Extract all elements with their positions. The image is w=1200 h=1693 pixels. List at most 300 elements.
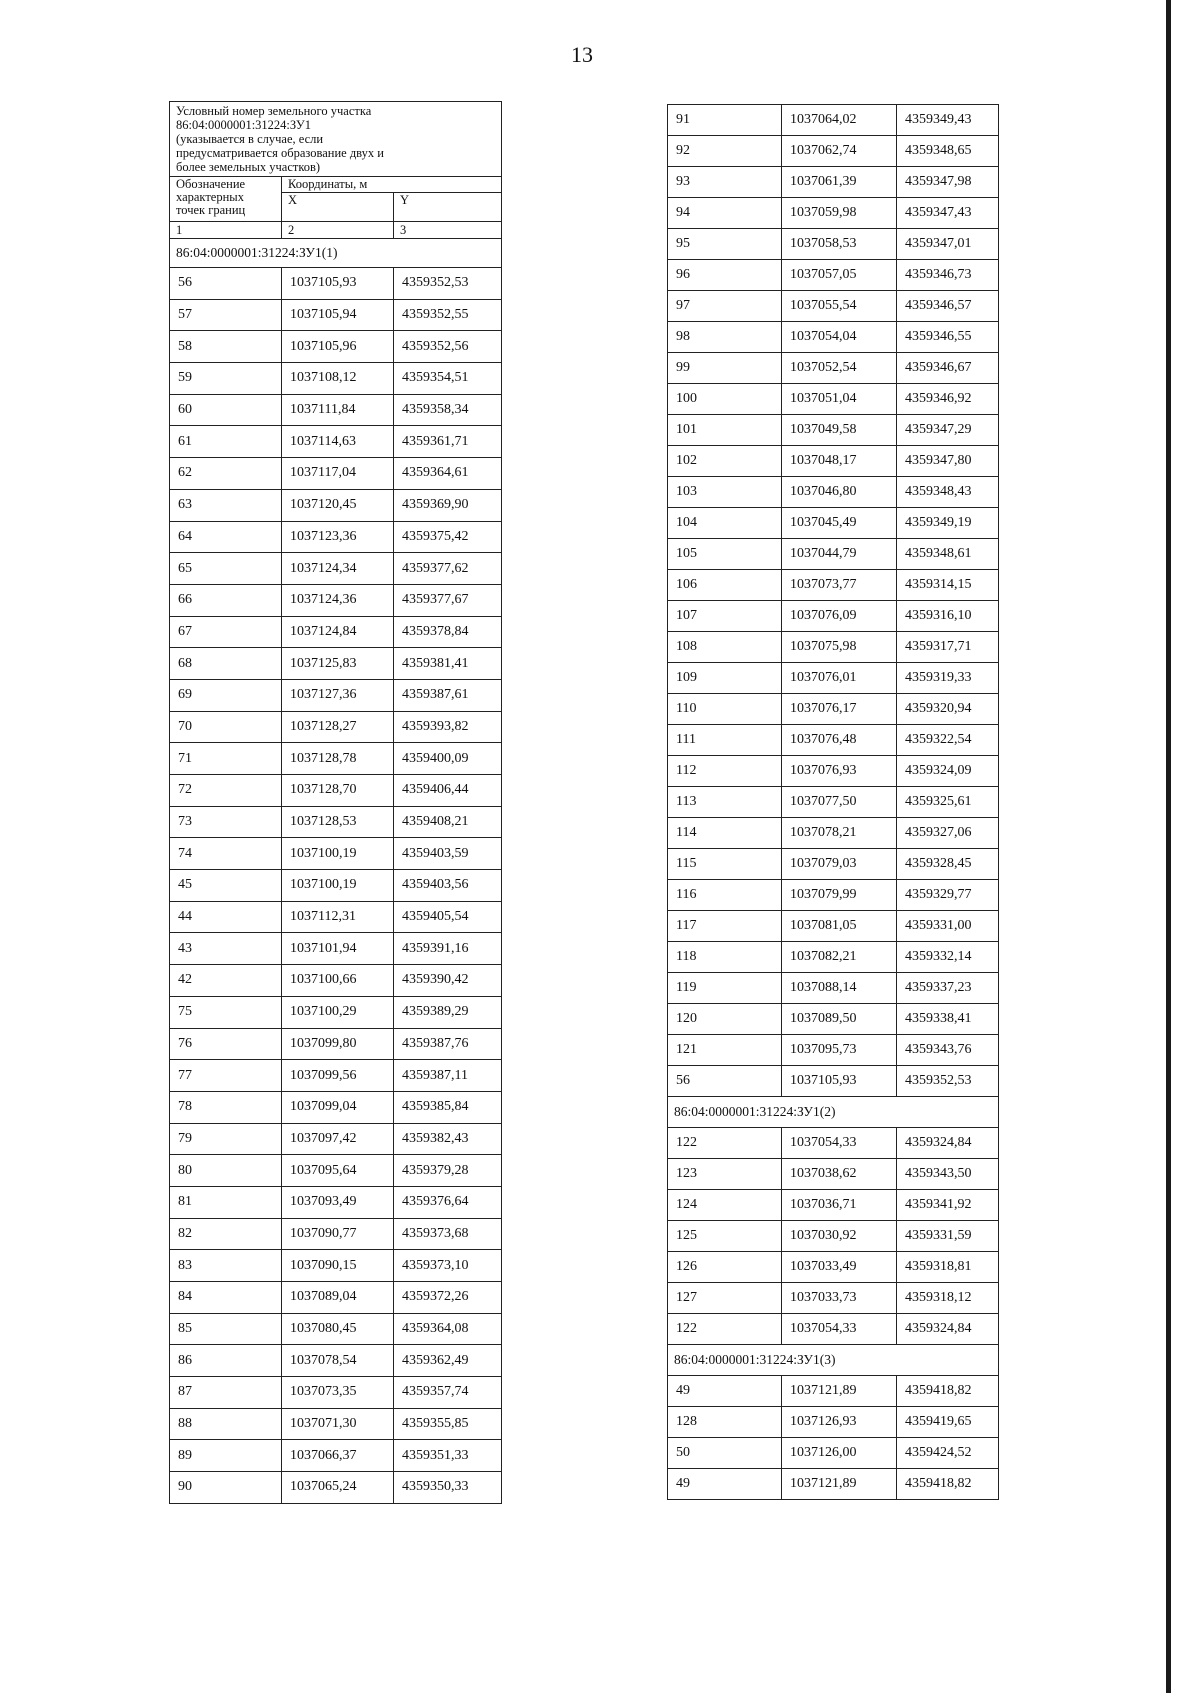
point-id-cell: 121 [668,1035,782,1066]
y-coordinate-cell: 4359364,08 [394,1313,502,1345]
title-line: 86:04:0000001:31224:ЗУ1 [176,118,311,132]
point-id-cell: 49 [668,1376,782,1407]
point-id-cell: 42 [170,965,282,997]
y-coordinate-cell: 4359403,59 [394,838,502,870]
table-row [170,363,502,395]
x-coordinate-cell: 1037048,17 [782,446,897,477]
table-row [170,1060,502,1092]
point-id-cell: 124 [668,1190,782,1221]
x-coordinate-cell: 1037049,58 [782,415,897,446]
y-coordinate-cell: 4359391,16 [394,933,502,965]
point-id-cell: 69 [170,679,282,711]
y-coordinate-cell: 4359352,53 [394,268,502,300]
x-coordinate-cell: 1037082,21 [782,942,897,973]
x-coordinate-cell: 1037105,96 [282,331,394,363]
point-id-cell: 113 [668,787,782,818]
point-id-cell: 125 [668,1221,782,1252]
table-row [668,601,999,632]
y-header: Y [394,193,502,222]
table-row [170,489,502,521]
table-row [170,1472,502,1504]
y-coordinate-cell: 4359346,73 [897,260,999,291]
x-coordinate-cell: 1037054,33 [782,1128,897,1159]
y-coordinate-cell: 4359318,12 [897,1283,999,1314]
scan-edge-shadow [1166,0,1171,1693]
y-coordinate-cell: 4359349,43 [897,105,999,136]
point-id-cell: 78 [170,1091,282,1123]
y-coordinate-cell: 4359418,82 [897,1469,999,1500]
x-coordinate-cell: 1037088,14 [782,973,897,1004]
x-coordinate-cell: 1037100,29 [282,996,394,1028]
coords-header: Координаты, м [282,177,502,193]
title-line: предусматривается образование двух и [176,146,384,160]
table-row [170,426,502,458]
x-coordinate-cell: 1037046,80 [782,477,897,508]
point-id-cell: 60 [170,394,282,426]
x-coordinate-cell: 1037090,77 [282,1218,394,1250]
point-id-cell: 107 [668,601,782,632]
table-row [170,299,502,331]
x-coordinate-cell: 1037117,04 [282,458,394,490]
table-row [668,105,999,136]
point-id-cell: 70 [170,711,282,743]
x-coordinate-cell: 1037099,80 [282,1028,394,1060]
x-coordinate-cell: 1037121,89 [782,1376,897,1407]
table-row [668,570,999,601]
point-id-cell: 76 [170,1028,282,1060]
y-coordinate-cell: 4359347,01 [897,229,999,260]
table-row [170,965,502,997]
y-coordinate-cell: 4359349,19 [897,508,999,539]
y-coordinate-cell: 4359378,84 [394,616,502,648]
point-id-cell: 81 [170,1186,282,1218]
y-coordinate-cell: 4359329,77 [897,880,999,911]
x-coordinate-cell: 1037124,34 [282,553,394,585]
point-id-cell: 85 [170,1313,282,1345]
table-row [668,229,999,260]
x-coordinate-cell: 1037036,71 [782,1190,897,1221]
y-coordinate-cell: 4359348,65 [897,136,999,167]
point-id-cell: 49 [668,1469,782,1500]
y-coordinate-cell: 4359379,28 [394,1155,502,1187]
table-row [170,1123,502,1155]
table-row [668,818,999,849]
x-coordinate-cell: 1037073,77 [782,570,897,601]
table-row [668,1159,999,1190]
y-coordinate-cell: 4359373,68 [394,1218,502,1250]
table-row [170,1091,502,1123]
point-id-cell: 80 [170,1155,282,1187]
point-id-cell: 106 [668,570,782,601]
x-coordinate-cell: 1037055,54 [782,291,897,322]
table-row [668,167,999,198]
table-row [668,1314,999,1345]
table-row [170,521,502,553]
y-coordinate-cell: 4359390,42 [394,965,502,997]
y-coordinate-cell: 4359346,67 [897,353,999,384]
point-id-cell: 118 [668,942,782,973]
point-id-cell: 126 [668,1252,782,1283]
y-coordinate-cell: 4359387,11 [394,1060,502,1092]
point-id-cell: 57 [170,299,282,331]
y-coordinate-cell: 4359424,52 [897,1438,999,1469]
y-coordinate-cell: 4359418,82 [897,1376,999,1407]
point-label-header [170,177,282,222]
table-row [668,1066,999,1097]
x-coordinate-cell: 1037066,37 [282,1440,394,1472]
x-coordinate-cell: 1037062,74 [782,136,897,167]
point-id-cell: 96 [668,260,782,291]
x-coordinate-cell: 1037045,49 [782,508,897,539]
table-row [668,1283,999,1314]
point-id-cell: 64 [170,521,282,553]
table-row [668,198,999,229]
x-coordinate-cell: 1037076,93 [782,756,897,787]
y-coordinate-cell: 4359352,56 [394,331,502,363]
point-id-cell: 109 [668,663,782,694]
y-coordinate-cell: 4359361,71 [394,426,502,458]
y-coordinate-cell: 4359350,33 [394,1472,502,1504]
point-id-cell: 95 [668,229,782,260]
table-row [170,679,502,711]
x-coordinate-cell: 1037128,27 [282,711,394,743]
x-coordinate-cell: 1037126,00 [782,1438,897,1469]
point-id-cell: 61 [170,426,282,458]
y-coordinate-cell: 4359393,82 [394,711,502,743]
x-coordinate-cell: 1037093,49 [282,1186,394,1218]
x-coordinate-cell: 1037079,99 [782,880,897,911]
y-coordinate-cell: 4359351,33 [394,1440,502,1472]
table-row [668,1190,999,1221]
title-line: более земельных участков) [176,160,321,174]
x-coordinate-cell: 1037079,03 [782,849,897,880]
x-coordinate-cell: 1037038,62 [782,1159,897,1190]
point-label-line: точек границ [176,203,246,217]
table-row [668,415,999,446]
x-coordinate-cell: 1037108,12 [282,363,394,395]
table-row [170,553,502,585]
point-id-cell: 87 [170,1377,282,1409]
x-coordinate-cell: 1037095,64 [282,1155,394,1187]
x-coordinate-cell: 1037123,36 [282,521,394,553]
y-coordinate-cell: 4359357,74 [394,1377,502,1409]
table-row [668,291,999,322]
table-row [170,838,502,870]
table-row [668,322,999,353]
table-row [668,911,999,942]
table-row [668,1407,999,1438]
header-row [170,177,502,193]
point-id-cell: 122 [668,1128,782,1159]
x-header: X [282,193,394,222]
table-row [170,616,502,648]
point-id-cell: 100 [668,384,782,415]
point-id-cell: 97 [668,291,782,322]
x-coordinate-cell: 1037076,01 [782,663,897,694]
table-row [668,880,999,911]
y-coordinate-cell: 4359343,50 [897,1159,999,1190]
y-coordinate-cell: 4359387,76 [394,1028,502,1060]
x-coordinate-cell: 1037065,24 [282,1472,394,1504]
column-index: 1 [170,222,282,239]
x-coordinate-cell: 1037078,21 [782,818,897,849]
x-coordinate-cell: 1037052,54 [782,353,897,384]
coordinates-table-right [667,104,999,1500]
point-id-cell: 88 [170,1408,282,1440]
x-coordinate-cell: 1037127,36 [282,679,394,711]
point-id-cell: 67 [170,616,282,648]
table-row [170,711,502,743]
parcel-section-label: 86:04:0000001:31224:ЗУ1(2) [668,1097,999,1128]
y-coordinate-cell: 4359346,92 [897,384,999,415]
point-id-cell: 98 [668,322,782,353]
point-id-cell: 105 [668,539,782,570]
x-coordinate-cell: 1037112,31 [282,901,394,933]
y-coordinate-cell: 4359314,15 [897,570,999,601]
x-coordinate-cell: 1037030,92 [782,1221,897,1252]
table-row [668,1469,999,1500]
y-coordinate-cell: 4359352,55 [394,299,502,331]
y-coordinate-cell: 4359354,51 [394,363,502,395]
y-coordinate-cell: 4359319,33 [897,663,999,694]
y-coordinate-cell: 4359369,90 [394,489,502,521]
point-id-cell: 72 [170,775,282,807]
x-coordinate-cell: 1037100,19 [282,838,394,870]
point-id-cell: 94 [668,198,782,229]
point-id-cell: 117 [668,911,782,942]
x-coordinate-cell: 1037033,49 [782,1252,897,1283]
x-coordinate-cell: 1037105,94 [282,299,394,331]
point-id-cell: 119 [668,973,782,1004]
y-coordinate-cell: 4359372,26 [394,1282,502,1314]
x-coordinate-cell: 1037089,50 [782,1004,897,1035]
point-id-cell: 75 [170,996,282,1028]
y-coordinate-cell: 4359317,71 [897,632,999,663]
x-coordinate-cell: 1037121,89 [782,1469,897,1500]
x-coordinate-cell: 1037080,45 [282,1313,394,1345]
point-id-cell: 71 [170,743,282,775]
y-coordinate-cell: 4359375,42 [394,521,502,553]
point-id-cell: 127 [668,1283,782,1314]
point-id-cell: 73 [170,806,282,838]
point-id-cell: 84 [170,1282,282,1314]
table-row [170,996,502,1028]
y-coordinate-cell: 4359346,57 [897,291,999,322]
table-row [170,1440,502,1472]
y-coordinate-cell: 4359347,43 [897,198,999,229]
table-row [668,1438,999,1469]
y-coordinate-cell: 4359408,21 [394,806,502,838]
point-id-cell: 128 [668,1407,782,1438]
y-coordinate-cell: 4359331,59 [897,1221,999,1252]
table-row [668,973,999,1004]
table-row [170,1282,502,1314]
y-coordinate-cell: 4359324,09 [897,756,999,787]
point-id-cell: 111 [668,725,782,756]
point-id-cell: 62 [170,458,282,490]
point-id-cell: 116 [668,880,782,911]
table-row [170,584,502,616]
point-id-cell: 50 [668,1438,782,1469]
table-row [170,1186,502,1218]
x-coordinate-cell: 1037054,04 [782,322,897,353]
point-id-cell: 110 [668,694,782,725]
x-coordinate-cell: 1037089,04 [282,1282,394,1314]
table-row [170,1218,502,1250]
table-row [668,384,999,415]
point-id-cell: 120 [668,1004,782,1035]
y-coordinate-cell: 4359348,43 [897,477,999,508]
table-row [170,1028,502,1060]
point-id-cell: 112 [668,756,782,787]
column-index-row [170,222,502,239]
table-row [170,648,502,680]
x-coordinate-cell: 1037105,93 [282,268,394,300]
y-coordinate-cell: 4359387,61 [394,679,502,711]
point-id-cell: 92 [668,136,782,167]
y-coordinate-cell: 4359373,10 [394,1250,502,1282]
table-row [668,1252,999,1283]
x-coordinate-cell: 1037124,36 [282,584,394,616]
point-id-cell: 99 [668,353,782,384]
y-coordinate-cell: 4359419,65 [897,1407,999,1438]
y-coordinate-cell: 4359324,84 [897,1128,999,1159]
y-coordinate-cell: 4359332,14 [897,942,999,973]
x-coordinate-cell: 1037044,79 [782,539,897,570]
y-coordinate-cell: 4359327,06 [897,818,999,849]
table-row [170,870,502,902]
point-id-cell: 77 [170,1060,282,1092]
y-coordinate-cell: 4359403,56 [394,870,502,902]
table-title [170,102,502,177]
table-row [668,353,999,384]
y-coordinate-cell: 4359400,09 [394,743,502,775]
point-id-cell: 63 [170,489,282,521]
x-coordinate-cell: 1037124,84 [282,616,394,648]
table-row [170,1377,502,1409]
table-row [170,933,502,965]
x-coordinate-cell: 1037059,98 [782,198,897,229]
column-index: 3 [394,222,502,239]
y-coordinate-cell: 4359364,61 [394,458,502,490]
point-id-cell: 58 [170,331,282,363]
x-coordinate-cell: 1037095,73 [782,1035,897,1066]
parcel-section-row [668,1097,999,1128]
x-coordinate-cell: 1037097,42 [282,1123,394,1155]
x-coordinate-cell: 1037128,70 [282,775,394,807]
table-row [170,458,502,490]
y-coordinate-cell: 4359376,64 [394,1186,502,1218]
y-coordinate-cell: 4359338,41 [897,1004,999,1035]
y-coordinate-cell: 4359337,23 [897,973,999,1004]
y-coordinate-cell: 4359348,61 [897,539,999,570]
y-coordinate-cell: 4359406,44 [394,775,502,807]
point-id-cell: 59 [170,363,282,395]
table-row [170,775,502,807]
point-id-cell: 104 [668,508,782,539]
x-coordinate-cell: 1037057,05 [782,260,897,291]
y-coordinate-cell: 4359325,61 [897,787,999,818]
table-row [170,1345,502,1377]
x-coordinate-cell: 1037100,19 [282,870,394,902]
coordinates-table-left [169,101,502,1504]
y-coordinate-cell: 4359318,81 [897,1252,999,1283]
x-coordinate-cell: 1037075,98 [782,632,897,663]
title-line: Условный номер земельного участка [176,104,372,118]
table-row [668,136,999,167]
y-coordinate-cell: 4359347,98 [897,167,999,198]
point-id-cell: 56 [170,268,282,300]
table-row [170,1250,502,1282]
table-row [668,1376,999,1407]
point-id-cell: 93 [668,167,782,198]
title-line: (указывается в случае, если [176,132,324,146]
x-coordinate-cell: 1037099,04 [282,1091,394,1123]
y-coordinate-cell: 4359377,67 [394,584,502,616]
y-coordinate-cell: 4359341,92 [897,1190,999,1221]
y-coordinate-cell: 4359347,80 [897,446,999,477]
table-row [668,694,999,725]
x-coordinate-cell: 1037111,84 [282,394,394,426]
x-coordinate-cell: 1037051,04 [782,384,897,415]
x-coordinate-cell: 1037114,63 [282,426,394,458]
table-row [170,1408,502,1440]
y-coordinate-cell: 4359316,10 [897,601,999,632]
y-coordinate-cell: 4359405,54 [394,901,502,933]
point-label-line: характерных [176,190,244,204]
x-coordinate-cell: 1037101,94 [282,933,394,965]
table-row [668,477,999,508]
point-id-cell: 91 [668,105,782,136]
x-coordinate-cell: 1037125,83 [282,648,394,680]
point-id-cell: 79 [170,1123,282,1155]
y-coordinate-cell: 4359328,45 [897,849,999,880]
x-coordinate-cell: 1037100,66 [282,965,394,997]
table-row [170,806,502,838]
table-row [170,1155,502,1187]
point-id-cell: 103 [668,477,782,508]
table-row [668,1004,999,1035]
table-row [668,1128,999,1159]
y-coordinate-cell: 4359382,43 [394,1123,502,1155]
parcel-section-row [170,239,502,268]
x-coordinate-cell: 1037058,53 [782,229,897,260]
table-row [668,663,999,694]
y-coordinate-cell: 4359381,41 [394,648,502,680]
x-coordinate-cell: 1037120,45 [282,489,394,521]
y-coordinate-cell: 4359389,29 [394,996,502,1028]
table-row [170,901,502,933]
x-coordinate-cell: 1037128,53 [282,806,394,838]
table-row [668,446,999,477]
x-coordinate-cell: 1037054,33 [782,1314,897,1345]
table-row [668,849,999,880]
parcel-section-row [668,1345,999,1376]
y-coordinate-cell: 4359358,34 [394,394,502,426]
parcel-section-label: 86:04:0000001:31224:ЗУ1(3) [668,1345,999,1376]
table-row [668,1221,999,1252]
point-id-cell: 122 [668,1314,782,1345]
point-id-cell: 83 [170,1250,282,1282]
x-coordinate-cell: 1037064,02 [782,105,897,136]
x-coordinate-cell: 1037061,39 [782,167,897,198]
y-coordinate-cell: 4359331,00 [897,911,999,942]
x-coordinate-cell: 1037090,15 [282,1250,394,1282]
y-coordinate-cell: 4359352,53 [897,1066,999,1097]
y-coordinate-cell: 4359346,55 [897,322,999,353]
table-row [170,1313,502,1345]
x-coordinate-cell: 1037071,30 [282,1408,394,1440]
